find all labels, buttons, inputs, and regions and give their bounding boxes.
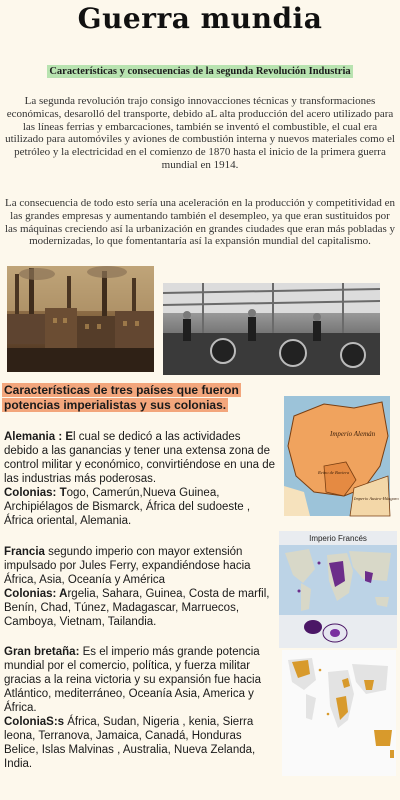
colonies-label: Colonias: T xyxy=(4,487,67,499)
colonies-list: ogo, Camerún,Nueva Guinea, Archipiélagos de Bismarck, África del sudoeste , África oriental, Alemania. xyxy=(4,487,251,527)
british-empire-map xyxy=(282,650,396,776)
subtitle-banner xyxy=(18,66,382,77)
intro-paragraph-2: La consecuencia de todo esto sería una aceleración en la producción y competitividad en las grandes empresas y aumentando también el desempleo, ya que eran sustituidos por las máquinas creciendo así la urbanización en grandes ciudades que eran más pobladas y modernizadas, lo que fomentantaría así la expansión mundial del capitalismo. xyxy=(4,197,396,248)
country-france xyxy=(4,545,276,629)
assembly-line-image xyxy=(163,283,380,375)
country-name: Gran bretaña: xyxy=(4,646,80,658)
subtitle-text: Características y consecuencias de la segunda Revolución Industria xyxy=(49,66,351,77)
colonies-label: Colonias: A xyxy=(4,588,68,600)
german-empire-map-illustration xyxy=(284,396,399,516)
section-heading xyxy=(2,383,242,413)
map-title: Imperio Francés xyxy=(309,534,367,543)
intro-paragraph-1: La segunda revolución trajo consigo innovacciones técnicas y transformaciones económicas, desarolló del transporte, debido aL alta producción del acero utilizado para las líneas ferrias y embarcaciones, también se inventó el combustible, el cual era utilizado para automóviles y aviones de combustión interna y nuevos materiales como el petróleo y la electricidad en el comienzo de 1870 hasta el inicio de la primera guerra mundial en 1914. xyxy=(5,95,395,171)
industrial-city-illustration xyxy=(7,266,154,372)
french-empire-map-illustration xyxy=(279,531,397,648)
country-description: Es el imperio más grande potencia mundial por el comercio, política, y fuerza militar gracias a la reina victoria y su expansión fue hacia Atlántico, mediterráneo, Oceanía Asia, America y África. xyxy=(4,646,261,714)
map-label-german-empire: Imperio Alemán xyxy=(330,430,376,438)
colonies-label: ColoniaS:s xyxy=(4,716,65,728)
country-description: segundo imperio con mayor extensión impulsado por Jules Ferry, expandiéndose hacia África, Asia, Oceanía y América xyxy=(4,546,251,586)
map-label-bavaria: Reino de Baviera xyxy=(318,470,350,475)
country-description: l cual se dedicó a las actividades debido a las ganancias y tener una extensa zona de control militar y económico, convirtiéndose en una de las industrias más poderosas. xyxy=(4,431,276,485)
british-empire-map-illustration xyxy=(282,650,396,776)
french-empire-map xyxy=(279,531,397,648)
country-name: Francia xyxy=(4,546,45,558)
page-title: Guerra mundia xyxy=(77,2,323,35)
colonies-list: rgelia, Sahara, Guinea, Costa de marfil, Benín, Chad, Túnez, Madagascar, Marruecos, Camboya, Vietnam, Tailandia. xyxy=(4,588,270,628)
industrial-city-image xyxy=(7,266,154,372)
map-label-austria-hungary: Imperio Austro-Húngaro xyxy=(354,496,399,501)
section-heading-text: Características de tres países que fueron potencias imperialistas y sus colonias. xyxy=(4,383,239,412)
german-empire-map xyxy=(284,396,399,516)
country-germany xyxy=(4,430,276,528)
country-name: Alemania : E xyxy=(4,431,74,443)
country-britain xyxy=(4,645,276,771)
assembly-line-illustration xyxy=(163,283,380,375)
colonies-list: África, Sudan, Nigeria , kenia, Sierra leona, Terranova, Jamaica, Canadá, Honduras Belice, Islas Malvinas , Australia, Nueva Zelanda, India. xyxy=(4,716,256,770)
